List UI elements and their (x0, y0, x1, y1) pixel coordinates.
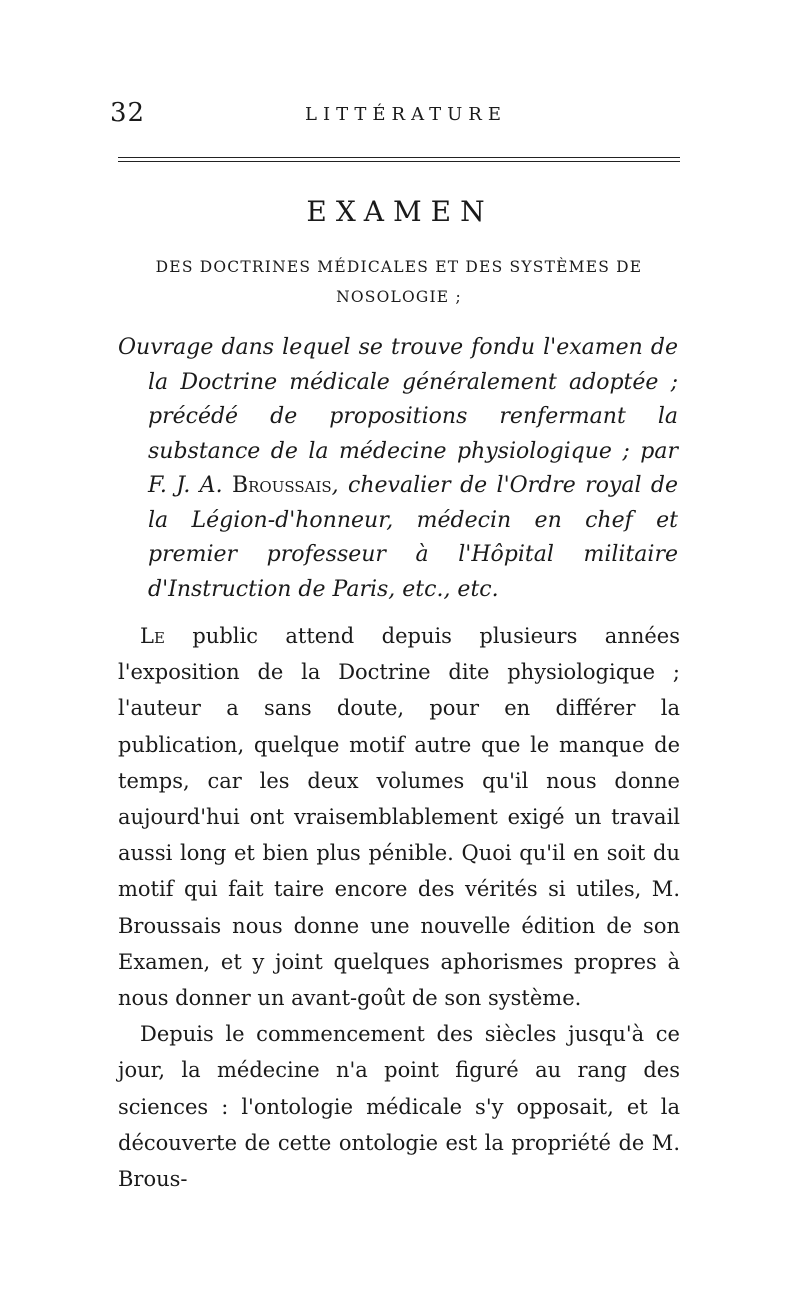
paragraph-1-text: public attend depuis plusieurs années l'exposition de la Doctrine dite physiologique ; l'auteur a sans doute, pour en différer la publication, quelque motif autre que le manque de temps, car les deux volumes qu'il nous donne aujourd'hui ont vraisemblablement exigé un travail aussi long et bien plus pénible. Quoi qu'il en soit du motif qui fait taire encore des vérités si utiles, M. Broussais nous donne une nouvelle édition de son Examen, et y joint quelques aphorismes propres à nous donner un avant-goût de son système. (118, 624, 680, 1011)
running-head: LITTÉRATURE (305, 104, 507, 125)
abstract-paragraph (118, 331, 678, 607)
article-body (118, 618, 680, 1197)
author-name: Broussais (231, 473, 332, 498)
article-title: EXAMEN (306, 195, 494, 228)
abstract-text-end: , chevalier de l'Ordre royal de la Légion-d'honneur, médecin en chef et premier professeur à l'Hôpital militaire d'Instruction de Paris, etc., etc. (148, 473, 678, 602)
article-subtitle: DES DOCTRINES MÉDICALES ET DES SYSTÈMES DE NOSOLOGIE ; (155, 258, 643, 306)
article-abstract (118, 331, 678, 607)
header-rule (118, 157, 680, 162)
body-paragraph-1 (118, 618, 680, 1016)
abstract-text-start: Ouvrage dans lequel se trouve fondu l'examen de la Doctrine médicale généralement adoptée ; précédé de propositions renfermant la substance de la médecine physiologique ; par F. J. A. (118, 335, 678, 498)
paragraph-lead: Le (140, 624, 165, 648)
body-paragraph-2: Depuis le commencement des siècles jusqu'à ce jour, la médecine n'a point figuré au rang des sciences : l'ontologie médicale s'y opposait, et la découverte de cette ontologie est la propriété de M. Brous- (118, 1022, 680, 1192)
page-number: 32 (110, 98, 146, 128)
page-header (110, 98, 690, 138)
